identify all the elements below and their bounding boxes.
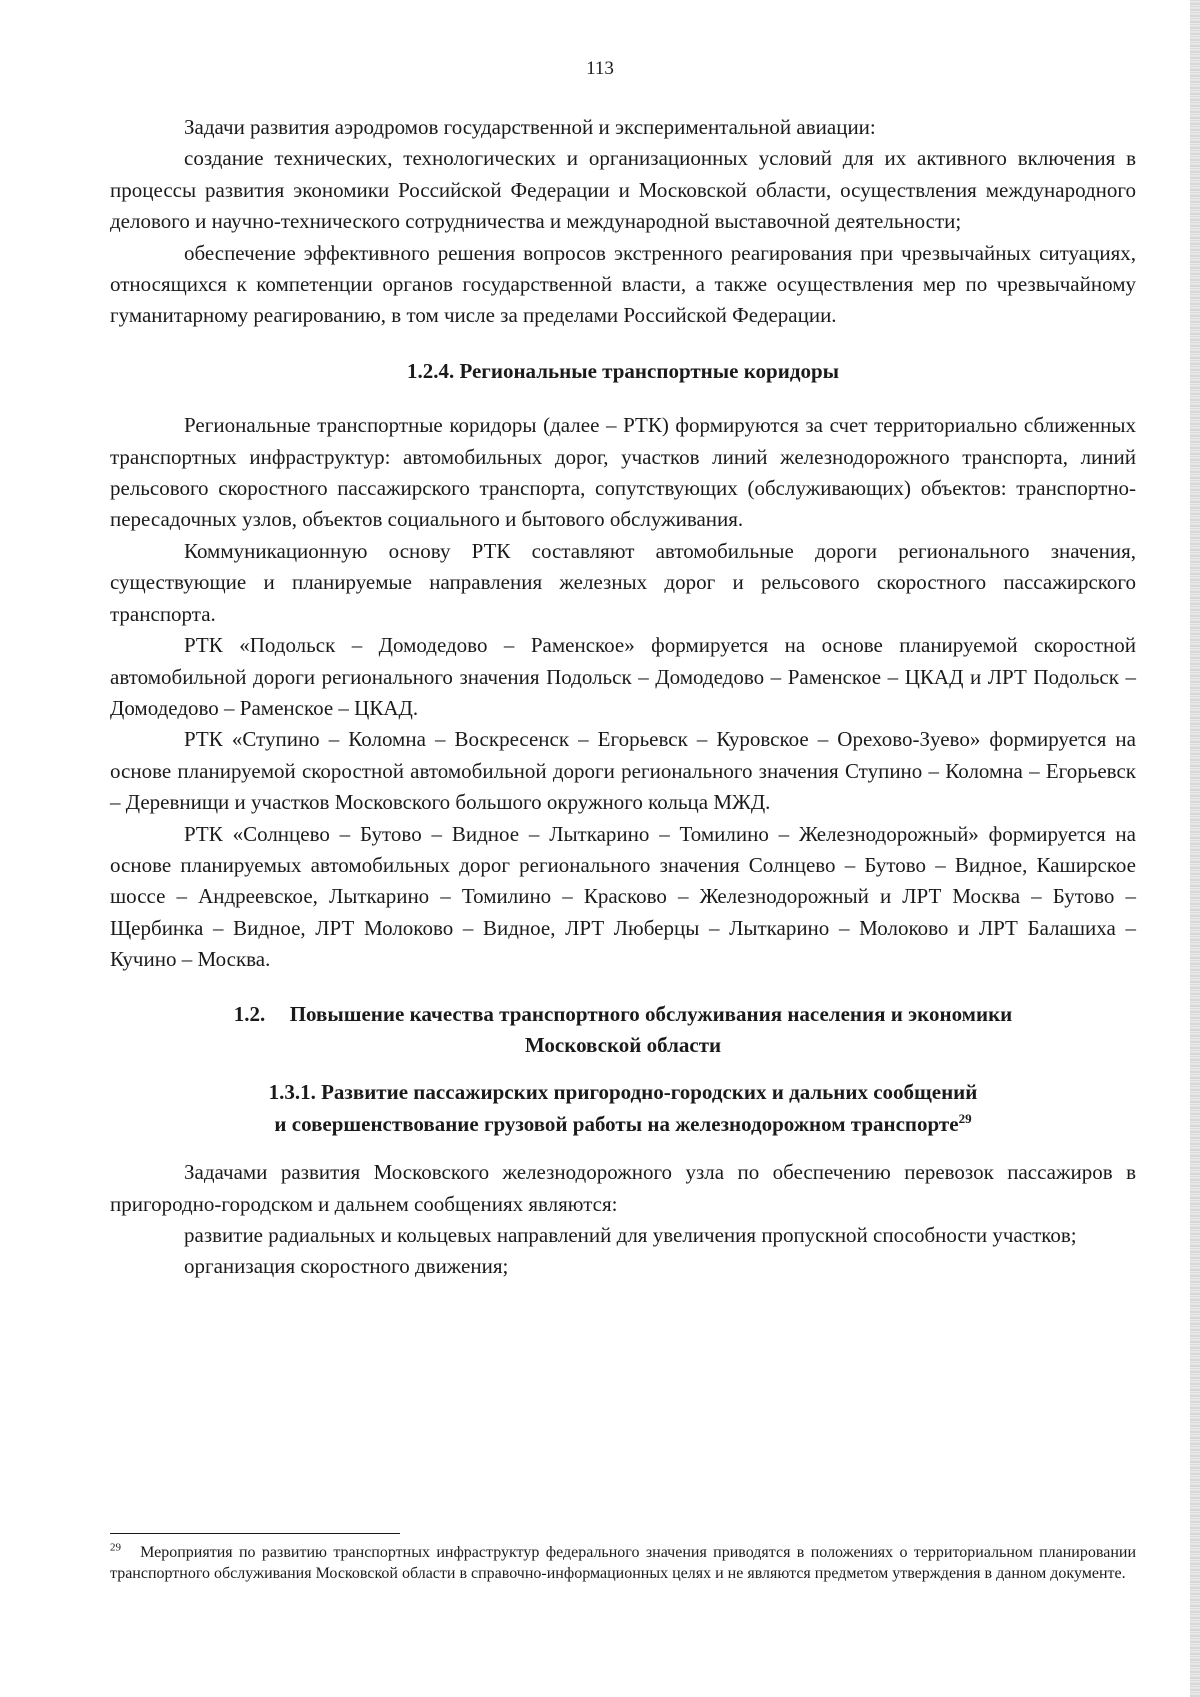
paragraph-rail-node-tasks: Задачами развития Московского железнодорожного узла по обеспечению перевозок пассажиров в пригородно-городском и дальнем сообщениях являются: [110,1160,1136,1216]
page-number: 113 [586,58,614,79]
paragraph-rail-task-2: организация скоростного движения; [184,1254,509,1279]
footnote-number: 29 [110,1541,121,1554]
heading-1-2-line1 [110,999,1136,1030]
footnote-separator [110,1533,400,1534]
footnote-reference: 29 [958,1110,972,1126]
main-text [110,112,1136,1283]
paragraph-rtk-podolsk: РТК «Подольск – Домодедово – Раменское» формируется на основе планируемой скоростной автомобильной дороги регионального значения Подольск – Домодедово – Раменское – ЦКАД и ЛРТ Подольск – Домодедово – Раменское – ЦКАД. [110,633,1136,720]
footnote [110,1542,1136,1584]
heading-1-3-1 [110,1077,1136,1140]
paragraph-rtk-stupino: РТК «Ступино – Коломна – Воскресенск – Егорьевск – Куровское – Орехово-Зуево» формируется на основе планируемой скоростной автомобильной дороги регионального значения Ступино – Коломна – Егорьевск – Деревнищи и участков Московского большого окружного кольца МЖД. [110,727,1136,815]
heading-1-2-4: 1.2.4. Региональные транспортные коридоры [406,358,840,383]
paragraph-rtk-definition: Региональные транспортные коридоры (далее – РТК) формируются за счет территориально сближенных транспортных инфраструктур: автомобильных дорог, участков линий железнодорожного транспорта, линий рельсового скоростного пассажирского транспорта, сопутствующих (обслуживающих) объектов: транспортно-пересадочных узлов, объектов социального и бытового обслуживания. [110,413,1136,532]
heading-1-2-title: Повышение качества транспортного обслуживания населения и экономики [289,1001,1013,1026]
footnote-text: Мероприятия по развитию транспортных инфраструктур федерального значения приводятся в положениях о территориальном планировании транспортного обслуживания Московской области в справочно-информационных целях и не являются предметом утверждения в данном документе. [110,1544,1137,1582]
heading-1-3-1-line2-text: и совершенствование грузовой работы на железнодорожном транспорте [274,1111,959,1136]
heading-1-2-number: 1.2. [233,1001,266,1026]
paragraph-aerodrome-task-2: обеспечение эффективного решения вопросов экстренного реагирования при чрезвычайных ситуациях, относящихся к компетенции органов государственной власти, а также осуществления мер по чрезвычайному гуманитарному реагированию, в том числе за пределами Российской Федерации. [110,240,1136,328]
scan-edge [1190,0,1200,1697]
paragraph-rail-task-1: развитие радиальных и кольцевых направлений для увеличения пропускной способности участков; [184,1223,1077,1247]
heading-1-2 [110,999,1136,1062]
heading-1-3-1-line2 [110,1109,1136,1140]
paragraph-aerodrome-tasks-lead: Задачи развития аэродромов государственной и экспериментальной авиации: [184,115,876,139]
paragraph-aerodrome-task-1: создание технических, технологических и организационных условий для их активного включения в процессы развития экономики Российской Федерации и Московской области, осуществления международного делового и научно-технического сотрудничества и международной выставочной деятельности; [110,146,1136,234]
paragraph-rtk-solntsevo: РТК «Солнцево – Бутово – Видное – Лыткарино – Томилино – Железнодорожный» формируется на основе планируемых автомобильных дорог регионального значения Солнцево – Бутово – Видное, Каширское шоссе – Андреевское, Лыткарино – Томилино – Красково – Железнодорожный и ЛРТ Москва – Бутово – Щербинка – Видное, ЛРТ Молоково – Видное, ЛРТ Люберцы – Лыткарино – Молоково и ЛРТ Балашиха – Кучино – Москва. [110,821,1136,972]
heading-1-2-line2: Московской области [524,1032,722,1057]
paragraph-rtk-basis: Коммуникационную основу РТК составляют автомобильные дороги регионального значения, существующие и планируемые направления железных дорог и рельсового скоростного пассажирского транспорта. [110,538,1136,626]
heading-1-3-1-line1: 1.3.1. Развитие пассажирских пригородно-городских и дальних сообщений [268,1080,978,1105]
